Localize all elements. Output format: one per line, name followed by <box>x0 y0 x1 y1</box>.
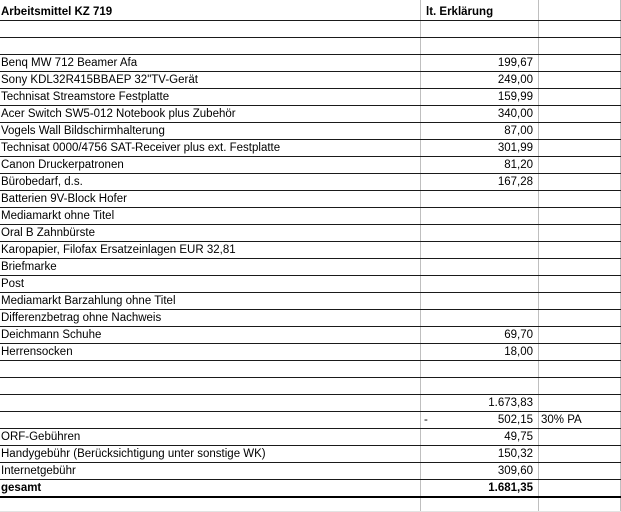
deduction-value[interactable] <box>422 412 533 428</box>
item-label[interactable]: Benq MW 712 Beamer Afa <box>1 57 138 69</box>
item-label[interactable]: Deichmann Schuhe <box>1 329 102 341</box>
table-row <box>0 225 621 242</box>
table-row <box>0 344 621 361</box>
item-value[interactable]: 150,32 <box>497 448 533 460</box>
table-row <box>0 123 621 140</box>
item-value[interactable] <box>422 208 533 224</box>
item-value[interactable] <box>422 310 533 326</box>
deduction-note[interactable]: 30% PA <box>541 414 582 426</box>
minus-sign: - <box>424 414 428 426</box>
sheet-title[interactable]: Arbeitsmittel KZ 719 <box>1 6 113 18</box>
item-label[interactable]: Oral B Zahnbürste <box>1 227 95 239</box>
item-value[interactable]: 340,00 <box>497 108 533 120</box>
item-label[interactable]: ORF-Gebühren <box>1 431 81 443</box>
table-row <box>0 208 621 225</box>
item-value[interactable]: 301,99 <box>497 142 533 154</box>
table-row <box>0 242 621 259</box>
item-value[interactable]: 81,20 <box>504 159 533 171</box>
total-row <box>0 480 621 498</box>
item-label[interactable]: Sony KDL32R415BBAEP 32"TV-Gerät <box>1 74 198 86</box>
item-label[interactable]: Technisat 0000/4756 SAT-Receiver plus ext. Festplatte <box>1 142 281 154</box>
deduction-amount: 502,15 <box>497 414 533 426</box>
item-label[interactable]: Mediamarkt ohne Titel <box>1 210 115 222</box>
table-row <box>0 174 621 191</box>
empty-row <box>0 38 621 55</box>
item-value[interactable]: 159,99 <box>497 91 533 103</box>
item-label[interactable]: Canon Druckerpatronen <box>1 159 124 171</box>
item-label[interactable]: Karopapier, Filofax Ersatzeinlagen EUR 32,81 <box>1 244 236 256</box>
item-value[interactable]: 199,67 <box>497 57 533 69</box>
empty-row <box>0 378 621 395</box>
empty-row <box>0 498 621 512</box>
item-value[interactable]: 249,00 <box>497 74 533 86</box>
table-row <box>0 89 621 106</box>
item-label[interactable]: Batterien 9V-Block Hofer <box>1 193 127 205</box>
item-value[interactable]: 49,75 <box>504 431 533 443</box>
table-row <box>0 327 621 344</box>
table-row <box>0 259 621 276</box>
table-row <box>0 429 621 446</box>
subtotal-value[interactable]: 1.673,83 <box>488 397 533 409</box>
table-row <box>0 191 621 208</box>
item-label[interactable]: Internetgebühr <box>1 465 76 477</box>
column-header[interactable]: lt. Erklärung <box>426 6 494 18</box>
item-label[interactable]: Technisat Streamstore Festplatte <box>1 91 170 103</box>
item-label[interactable]: Bürobedarf, d.s. <box>1 176 83 188</box>
empty-row <box>0 21 621 38</box>
table-row <box>0 55 621 72</box>
table-row <box>0 293 621 310</box>
empty-row <box>0 361 621 378</box>
item-value[interactable] <box>422 293 533 309</box>
item-value[interactable]: 309,60 <box>497 465 533 477</box>
item-label[interactable]: Acer Switch SW5-012 Notebook plus Zubehör <box>1 108 236 120</box>
header-row <box>0 4 621 21</box>
total-label[interactable]: gesamt <box>1 482 42 494</box>
item-value[interactable] <box>422 242 533 258</box>
item-value[interactable] <box>422 259 533 275</box>
item-label[interactable]: Briefmarke <box>1 261 57 273</box>
table-row <box>0 157 621 174</box>
table-row <box>0 446 621 463</box>
table-row <box>0 106 621 123</box>
table-row <box>0 140 621 157</box>
total-value[interactable]: 1.681,35 <box>488 482 533 494</box>
item-label[interactable]: Herrensocken <box>1 346 73 358</box>
table-row <box>0 276 621 293</box>
item-label[interactable]: Mediamarkt Barzahlung ohne Titel <box>1 295 176 307</box>
table-row <box>0 463 621 480</box>
item-value[interactable]: 87,00 <box>504 125 533 137</box>
table-row <box>0 72 621 89</box>
item-value[interactable]: 167,28 <box>497 176 533 188</box>
item-value[interactable] <box>422 276 533 292</box>
item-label[interactable]: Vogels Wall Bildschirmhalterung <box>1 125 165 137</box>
table-row <box>0 310 621 327</box>
subtotal-row <box>0 395 621 412</box>
item-value[interactable] <box>422 191 533 207</box>
item-value[interactable] <box>422 225 533 241</box>
item-value[interactable]: 18,00 <box>504 346 533 358</box>
item-label[interactable]: Differenzbetrag ohne Nachweis <box>1 312 162 324</box>
item-value[interactable]: 69,70 <box>504 329 533 341</box>
item-label[interactable]: Post <box>1 278 25 290</box>
deduction-row <box>0 412 621 429</box>
item-label[interactable]: Handygebühr (Berücksichtigung unter sonstige WK) <box>1 448 266 460</box>
